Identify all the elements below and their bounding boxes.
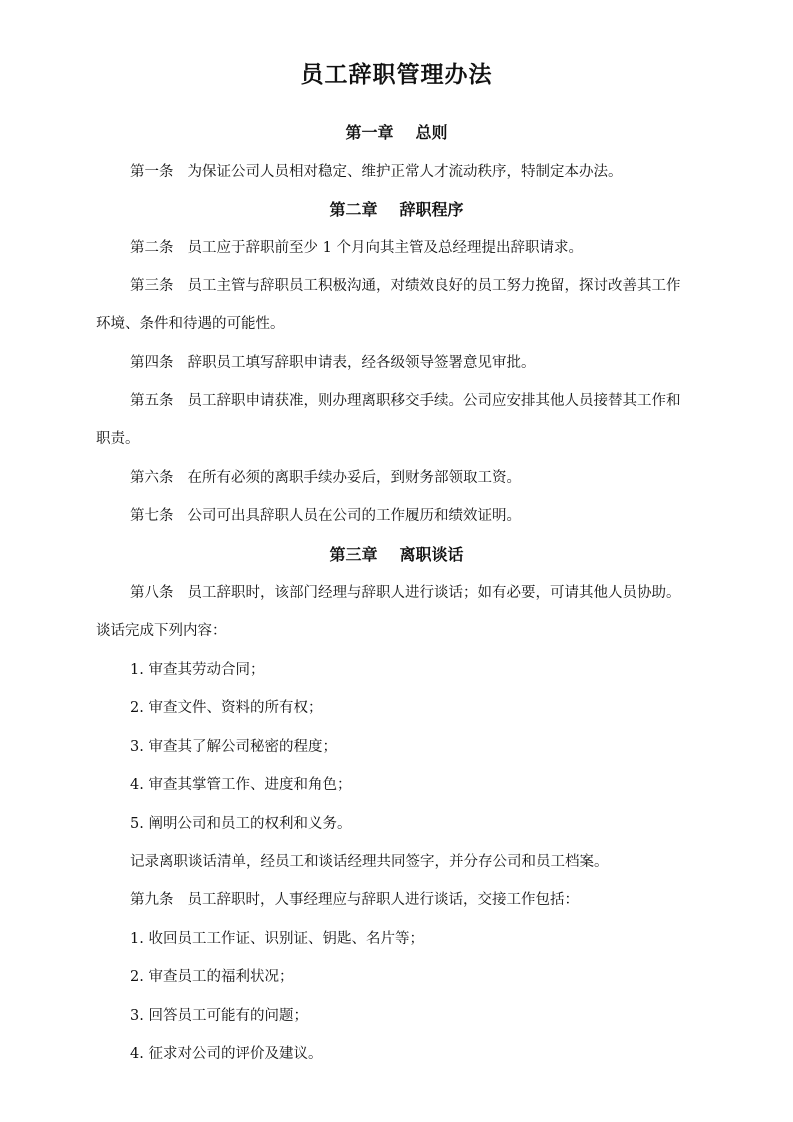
article-label: 第七条 bbox=[130, 508, 174, 524]
article-text: 员工辞职时，该部门经理与辞职人进行谈话；如有必要，可请其他人员协助。 bbox=[187, 585, 681, 601]
article-5 bbox=[130, 390, 730, 412]
article-label: 第八条 bbox=[130, 585, 174, 601]
chapter-number: 第三章 bbox=[329, 545, 378, 564]
chapter-number: 第一章 bbox=[345, 123, 394, 142]
chapter-name: 总则 bbox=[415, 123, 448, 142]
article-2 bbox=[130, 237, 730, 259]
chapter-heading-2 bbox=[0, 198, 793, 222]
article-text: 辞职员工填写辞职申请表，经各级领导签署意见审批。 bbox=[187, 355, 536, 371]
list-item: 5. 阐明公司和员工的权利和义务。 bbox=[130, 816, 352, 832]
chapter-heading-3 bbox=[0, 543, 793, 567]
chapter-name: 辞职程序 bbox=[399, 200, 464, 219]
article-1 bbox=[130, 161, 730, 183]
article-text: 为保证公司人员相对稳定、维护正常人才流动秩序，特制定本办法。 bbox=[187, 164, 623, 180]
article-8-continuation: 谈话完成下列内容： bbox=[96, 623, 227, 639]
list-item: 3. 回答员工可能有的问题； bbox=[130, 1008, 308, 1024]
article-label: 第三条 bbox=[130, 278, 174, 294]
article-label: 第六条 bbox=[130, 470, 174, 486]
article-5-continuation: 职责。 bbox=[96, 431, 140, 447]
article-7 bbox=[130, 505, 730, 527]
list-item: 1. 审查其劳动合同； bbox=[130, 662, 265, 678]
chapter-name: 离职谈话 bbox=[399, 545, 464, 564]
list-item: 2. 审查文件、资料的所有权； bbox=[130, 700, 323, 716]
article-text: 员工辞职时，人事经理应与辞职人进行谈话，交接工作包括： bbox=[187, 892, 579, 908]
article-text: 在所有必须的离职手续办妥后，到财务部领取工资。 bbox=[187, 470, 521, 486]
record-note: 记录离职谈话清单，经员工和谈话经理共同签字，并分存公司和员工档案。 bbox=[130, 854, 609, 870]
article-label: 第一条 bbox=[130, 164, 174, 180]
list-item: 1. 收回员工工作证、识别证、钥匙、名片等； bbox=[130, 931, 424, 947]
chapter-heading-1 bbox=[0, 121, 793, 145]
article-3 bbox=[130, 275, 730, 297]
chapter-number: 第二章 bbox=[329, 200, 378, 219]
article-text: 员工主管与辞职员工积极沟通，对绩效良好的员工努力挽留，探讨改善其工作 bbox=[187, 278, 681, 294]
article-label: 第四条 bbox=[130, 355, 174, 371]
list-item: 2. 审查员工的福利状况； bbox=[130, 969, 294, 985]
article-8 bbox=[130, 582, 730, 604]
list-item: 4. 征求对公司的评价及建议。 bbox=[130, 1046, 323, 1062]
article-text: 员工辞职申请获准，则办理离职移交手续。公司应安排其他人员接替其工作和 bbox=[187, 393, 681, 409]
list-item: 3. 审查其了解公司秘密的程度； bbox=[130, 739, 337, 755]
article-text: 员工应于辞职前至少 1 个月向其主管及总经理提出辞职请求。 bbox=[187, 240, 583, 256]
article-label: 第二条 bbox=[130, 240, 174, 256]
article-3-continuation: 环境、条件和待遇的可能性。 bbox=[96, 316, 285, 332]
article-6 bbox=[130, 467, 730, 489]
article-9 bbox=[130, 889, 730, 911]
article-4 bbox=[130, 352, 730, 374]
article-label: 第九条 bbox=[130, 892, 174, 908]
document-title: 员工辞职管理办法 bbox=[300, 61, 493, 88]
list-item: 4. 审查其掌管工作、进度和角色； bbox=[130, 777, 352, 793]
article-label: 第五条 bbox=[130, 393, 174, 409]
article-text: 公司可出具辞职人员在公司的工作履历和绩效证明。 bbox=[187, 508, 521, 524]
